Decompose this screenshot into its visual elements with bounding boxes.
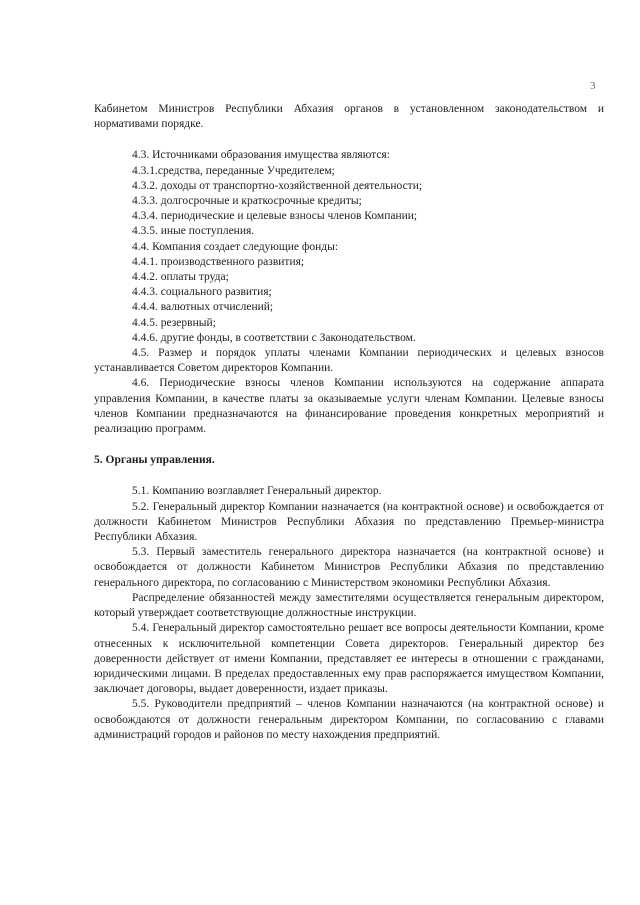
paragraph-5-1: 5.1. Компанию возглавляет Генеральный директор.: [132, 485, 382, 498]
list-item: 4.4.4. валютных отчислений;: [132, 301, 274, 314]
paragraph-4-5: 4.5. Размер и порядок уплаты членами Компании периодических и целевых взносов устанавливается Советом директоров Компании.: [94, 347, 604, 375]
document-body: [94, 102, 604, 743]
list-item: 4.4. Компания создает следующие фонды:: [132, 240, 339, 253]
list-item: 4.3.1.средства, переданные Учредителем;: [132, 164, 335, 177]
paragraph-5-4: 5.4. Генеральный директор самостоятельно решает все вопросы деятельности Компании, кроме отнесенных к исключительной компетенции Совета директоров. Генеральный директор без доверенности действует от имени Компании, представляет ее интересы в отношении с гражданами, юридическими лицами. В пределах предоставленных ему прав распоряжается имуществом Компании, заключает договоры, выдает доверенности, издает приказы.: [94, 622, 604, 696]
paragraph-5-3: 5.3. Первый заместитель генерального директора назначается (на контрактной основе) и освобождается от должности Кабинетом Министров Республики Абхазия по представлению генерального директора, по согласованию с Министерством экономики Республики Абхазия.: [94, 546, 604, 589]
section4-list: [94, 148, 604, 346]
list-item: 4.4.5. резервный;: [132, 316, 216, 329]
list-item: 4.4.2. оплаты труда;: [132, 271, 229, 284]
intro-paragraph: Кабинетом Министров Республики Абхазия органов в установленном законодательством и нормативами порядке.: [94, 103, 604, 131]
list-item: 4.3.5. иные поступления.: [132, 225, 255, 238]
list-item: 4.3.4. периодические и целевые взносы членов Компании;: [132, 210, 418, 223]
list-item: 4.3.3. долгосрочные и краткосрочные кредиты;: [132, 195, 362, 208]
list-item: 4.4.6. другие фонды, в соответствии с Законодательством.: [132, 331, 416, 344]
list-item: 4.4.1. производственного развития;: [132, 255, 305, 268]
section5-heading: 5. Органы управления.: [94, 454, 215, 467]
page-number: 3: [590, 80, 596, 92]
list-item: 4.3. Источниками образования имущества являются:: [132, 149, 390, 162]
paragraph-5-2: 5.2. Генеральный директор Компании назначается (на контрактной основе) и освобождается от должности Кабинетом Министров Республики Абхазия по представлению Премьер-министра Республики Абхазия.: [94, 500, 604, 544]
list-item: 4.4.3. социального развития;: [132, 286, 272, 299]
paragraph-5-5: 5.5. Руководители предприятий – членов Компании назначаются (на контрактной основе) и освобождаются от должности генеральным директором Компании, по согласованию с главами администраций городов и районов по месту нахождения предприятий.: [94, 698, 604, 741]
paragraph-4-6: 4.6. Периодические взносы членов Компании используются на содержание аппарата управления Компании, в качестве платы за оказываемые услуги членам Компании. Целевые взносы членов Компании предназначаются на финансирование проведения конкретных мероприятий и реализацию программ.: [94, 377, 604, 436]
list-item: 4.3.2. доходы от транспортно-хозяйственной деятельности;: [132, 179, 423, 192]
paragraph-distribution: Распределение обязанностей между заместителями осуществляется генеральным директором, который утверждает соответствующие должностные инструкции.: [94, 591, 604, 620]
